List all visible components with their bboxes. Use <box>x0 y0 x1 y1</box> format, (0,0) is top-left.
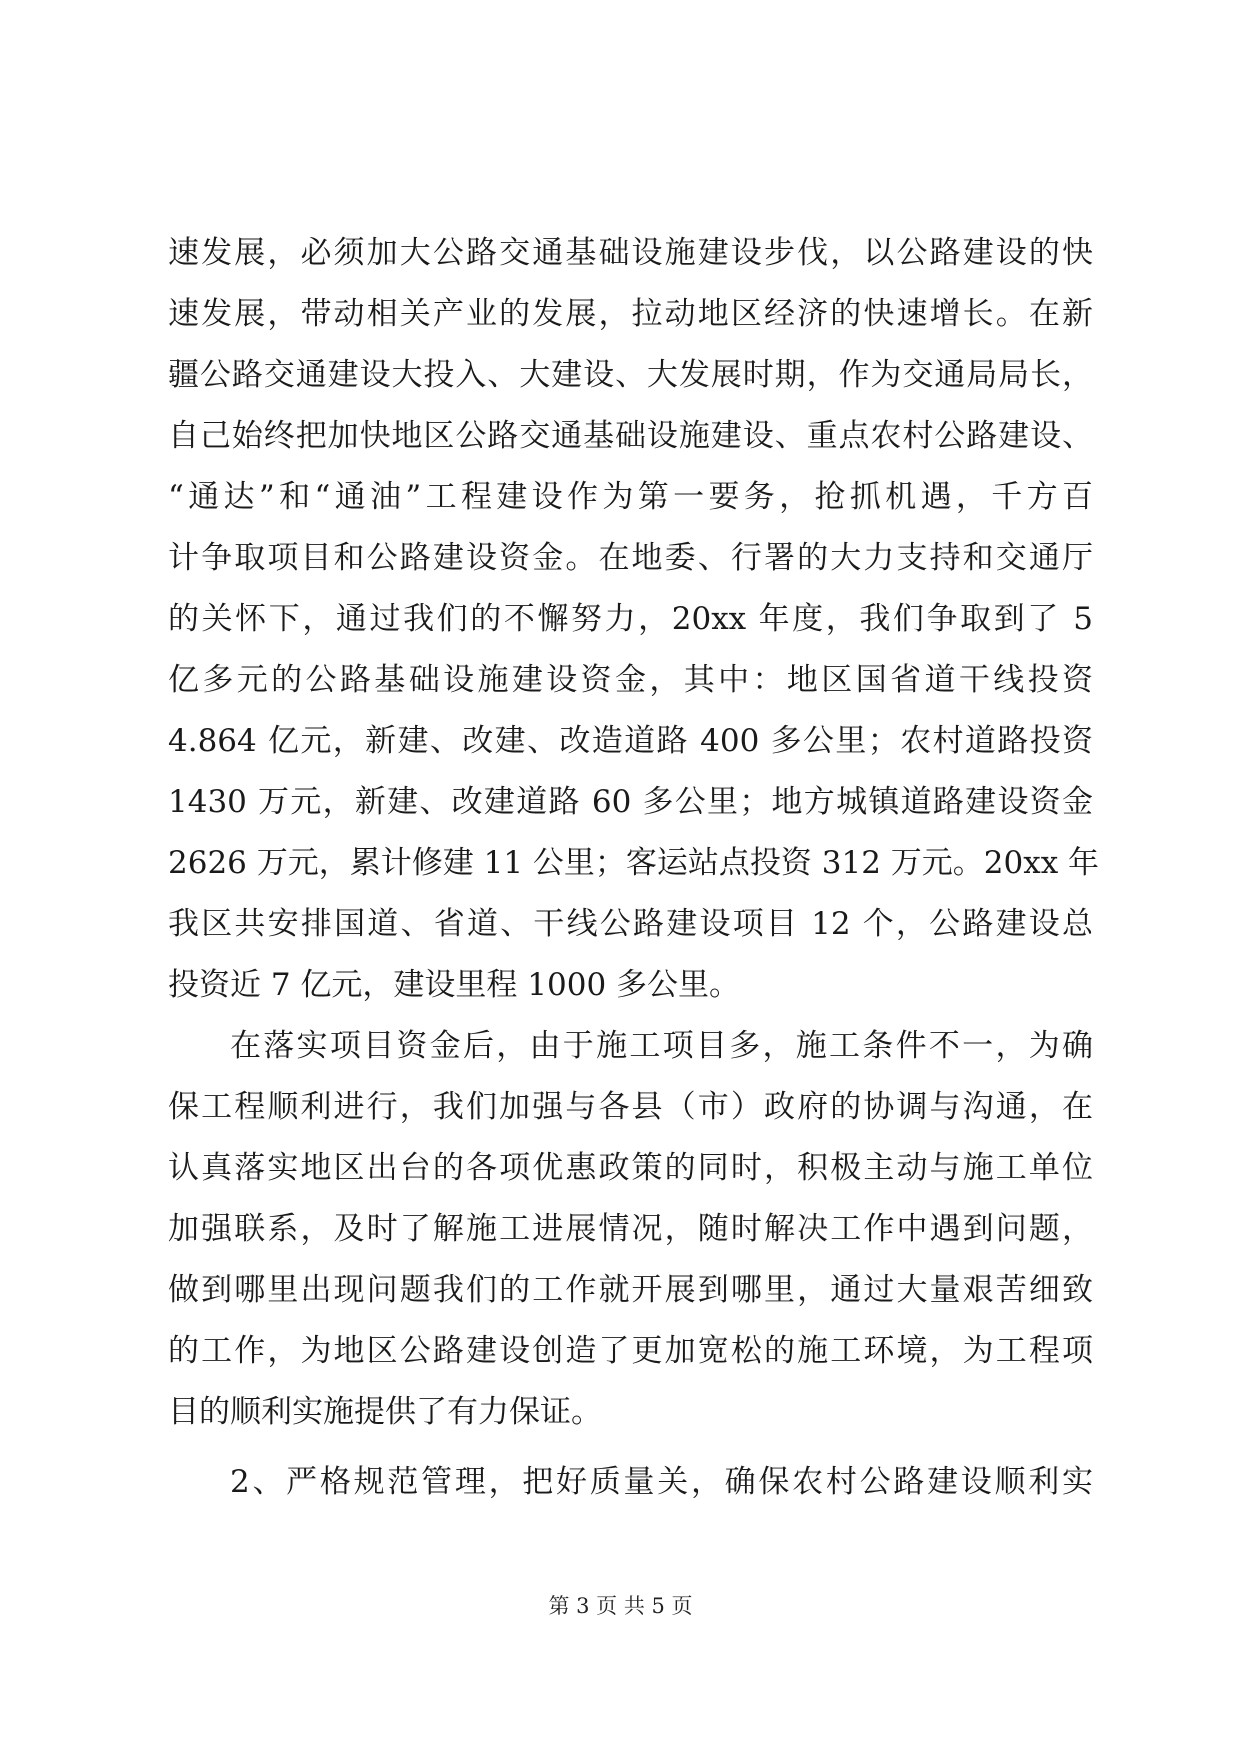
text-line: 保工程顺利进行，我们加强与各县（市）政府的协调与沟通，在 <box>168 1089 1093 1125</box>
text-line: 速发展，带动相关产业的发展，拉动地区经济的快速增长。在新 <box>168 296 1093 332</box>
text-line: 加强联系，及时了解施工进展情况，随时解决工作中遇到问题， <box>168 1211 1093 1247</box>
text-line: 投资近 7 亿元，建设里程 1000 多公里。 <box>168 967 741 1003</box>
text-line: 在落实项目资金后，由于施工项目多，施工条件不一，为确 <box>230 1028 1093 1064</box>
text-line: 亿多元的公路基础设施建设资金，其中：地区国省道干线投资 <box>168 662 1093 698</box>
text-line: 我区共安排国道、省道、干线公路建设项目 12 个，公路建设总 <box>168 906 1093 942</box>
text-line: 1430 万元，新建、改建道路 60 多公里；地方城镇道路建设资金 <box>168 784 1093 820</box>
text-line: “通达”和“通油”工程建设作为第一要务，抢抓机遇，千方百 <box>168 479 1093 515</box>
text-line: 计争取项目和公路建设资金。在地委、行署的大力支持和交通厅 <box>168 540 1093 576</box>
text-line: 自己始终把加快地区公路交通基础设施建设、重点农村公路建设、 <box>168 418 1093 454</box>
text-line: 2626 万元，累计修建 11 公里；客运站点投资 312 万元。20xx 年 <box>168 845 1100 881</box>
text-line: 目的顺利实施提供了有力保证。 <box>168 1394 602 1430</box>
page-footer: 第 3 页 共 5 页 <box>548 1594 693 1618</box>
text-line: 速发展，必须加大公路交通基础设施建设步伐，以公路建设的快 <box>168 235 1093 271</box>
text-line: 的关怀下，通过我们的不懈努力，20xx 年度，我们争取到了 5 <box>168 601 1093 637</box>
text-line: 的工作，为地区公路建设创造了更加宽松的施工环境，为工程项 <box>168 1333 1093 1369</box>
text-line: 4.864 亿元，新建、改建、改造道路 400 多公里；农村道路投资 <box>168 723 1093 759</box>
section-heading: 2、严格规范管理，把好质量关，确保农村公路建设顺利实 <box>230 1464 1093 1500</box>
text-line: 疆公路交通建设大投入、大建设、大发展时期，作为交通局局长， <box>168 357 1093 393</box>
text-line: 做到哪里出现问题我们的工作就开展到哪里，通过大量艰苦细致 <box>168 1272 1093 1308</box>
text-line: 认真落实地区出台的各项优惠政策的同时，积极主动与施工单位 <box>168 1150 1093 1186</box>
